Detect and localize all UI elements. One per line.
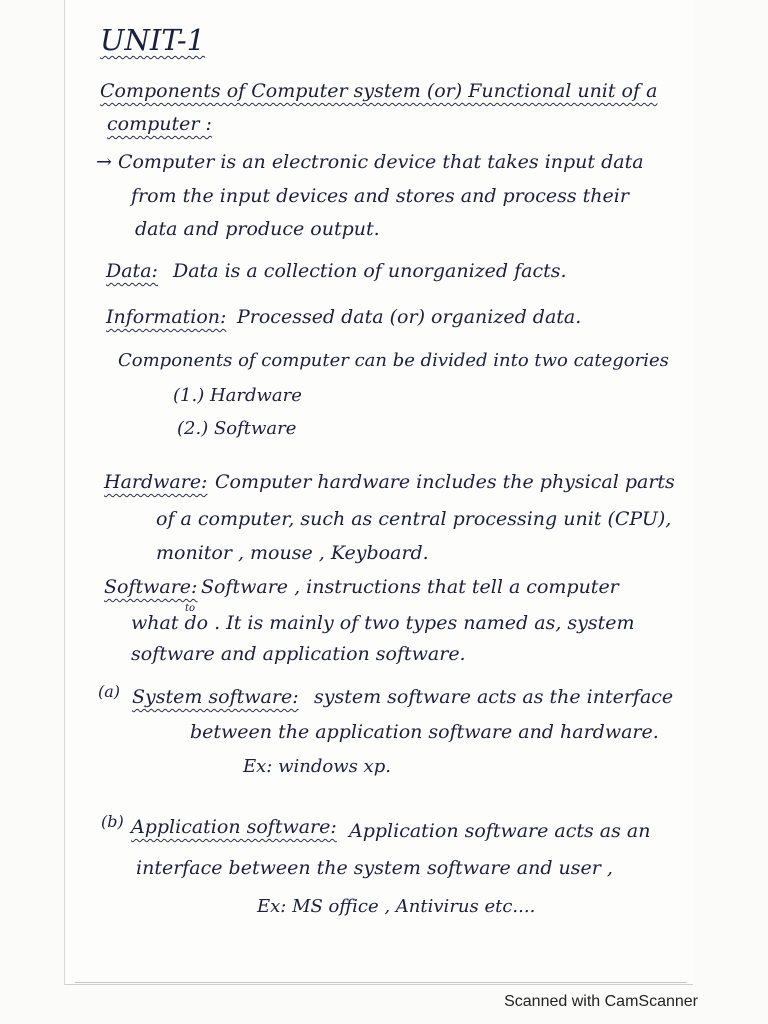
information-definition: Processed data (or) organized data. — [237, 306, 582, 328]
application-example: Ex: MS office , Antivirus etc.... — [257, 896, 536, 917]
information-label: Information: — [106, 306, 227, 328]
data-label: Data: — [106, 260, 158, 282]
application-line-1: Application software acts as an — [349, 820, 651, 842]
system-line-1: system software acts as the interface — [314, 686, 674, 708]
hardware-line-3: monitor , mouse , Keyboard. — [156, 542, 429, 564]
application-prefix: (b) — [101, 812, 124, 831]
inserted-word-to: to — [185, 603, 196, 614]
software-line-3: software and application software. — [131, 643, 466, 665]
intro-line-1: → Computer is an electronic device that takes input data — [96, 151, 644, 173]
hardware-line-1: Computer hardware includes the physical parts — [215, 471, 675, 493]
intro-line-3: data and produce output. — [135, 218, 380, 240]
scanner-watermark: Scanned with CamScanner — [504, 993, 698, 1010]
category-hardware: (1.) Hardware — [173, 385, 302, 406]
hardware-label: Hardware: — [104, 471, 208, 493]
system-example: Ex: windows xp. — [243, 756, 391, 777]
software-label: Software: — [104, 576, 198, 598]
heading-line-1: Components of Computer system (or) Functional unit of a — [100, 80, 658, 102]
system-line-2: between the application software and hardware. — [190, 721, 659, 743]
components-line: Components of computer can be divided into two categories — [118, 350, 669, 371]
heading-line-2: computer : — [107, 113, 212, 135]
intro-line-2: from the input devices and stores and process their — [131, 185, 629, 207]
category-software: (2.) Software — [177, 418, 297, 439]
software-line-1: Software , instructions that tell a computer — [201, 576, 619, 598]
unit-title: UNIT-1 — [100, 23, 206, 57]
system-software-label: System software: — [132, 686, 299, 708]
system-prefix: (a) — [98, 682, 121, 701]
software-line-2: what do . It is mainly of two types named as, system — [131, 612, 635, 634]
application-line-2: interface between the system software and user , — [136, 857, 613, 879]
application-software-label: Application software: — [131, 816, 337, 838]
data-definition: Data is a collection of unorganized facts. — [173, 260, 567, 282]
hardware-line-2: of a computer, such as central processing unit (CPU), — [156, 508, 672, 530]
sheet-bottom-edge — [75, 982, 687, 983]
